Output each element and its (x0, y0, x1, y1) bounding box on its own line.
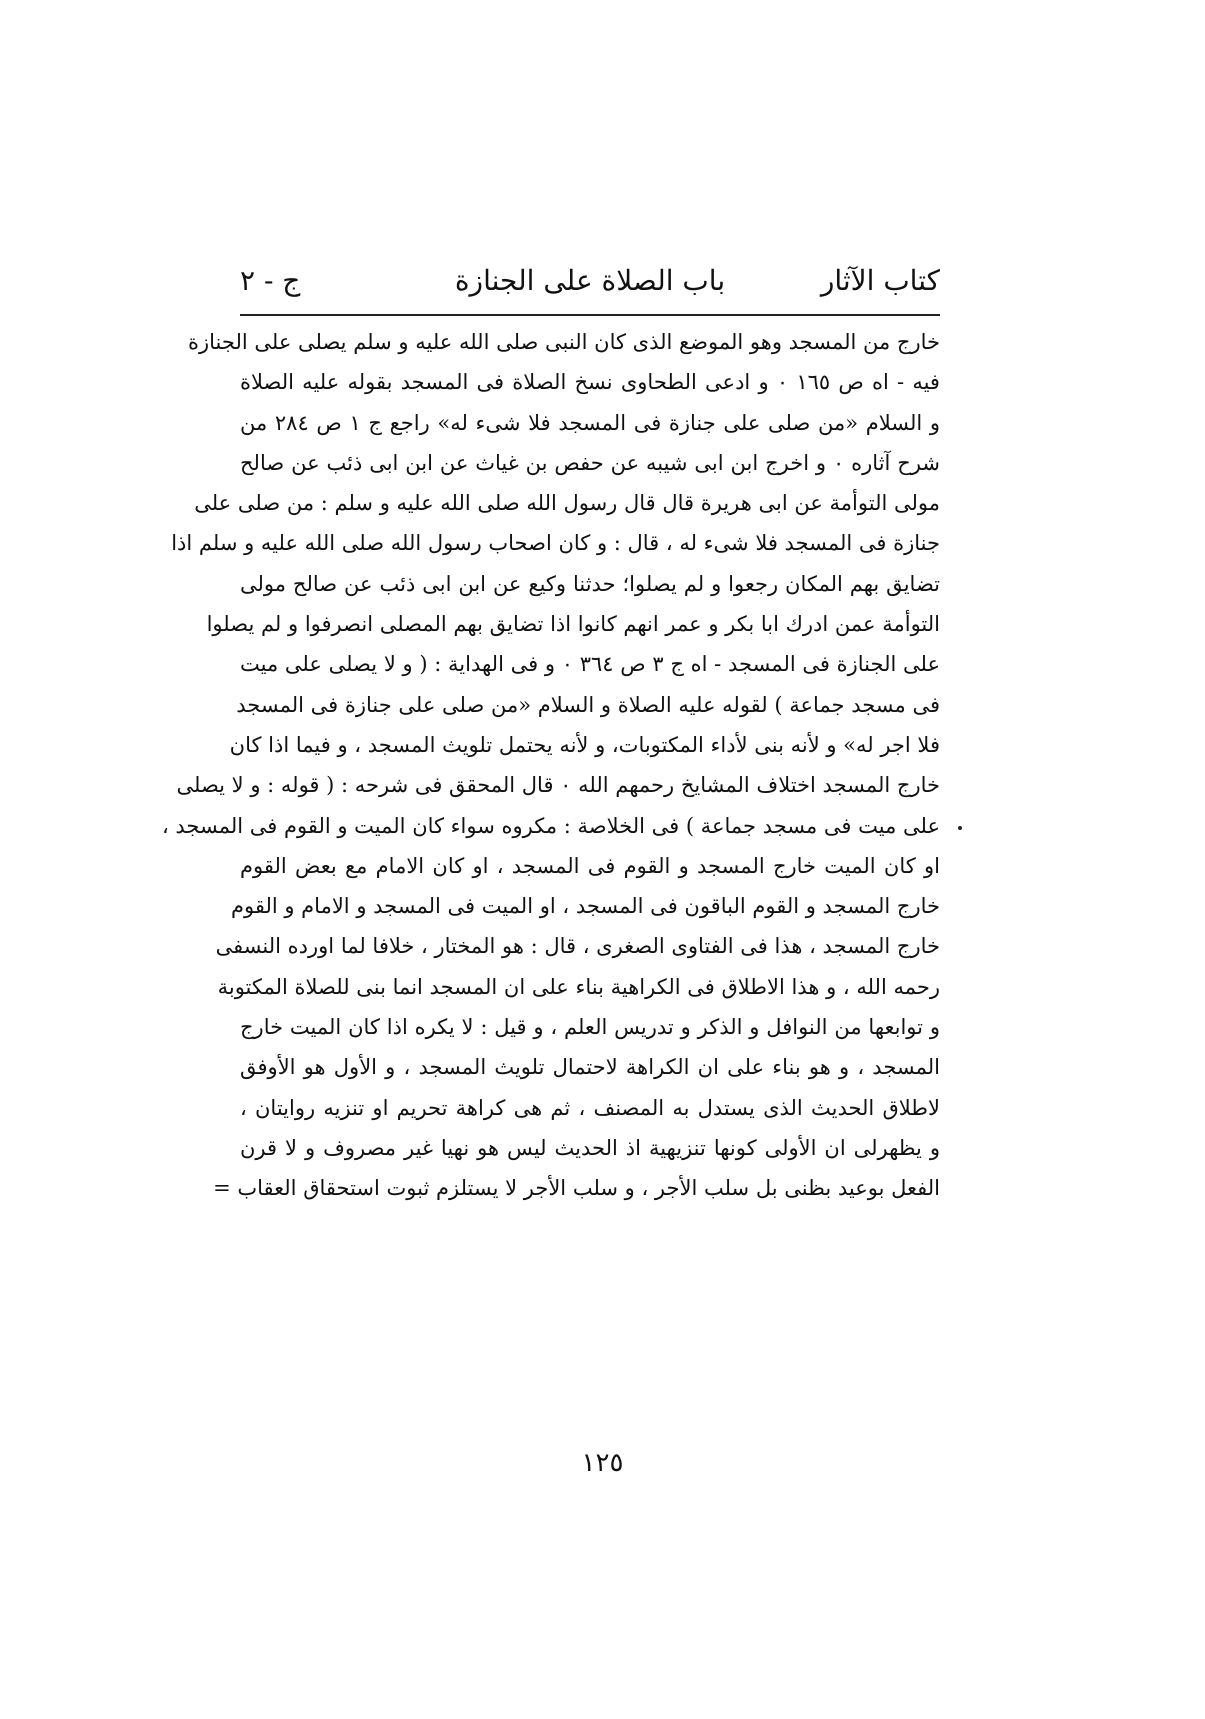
text-line: التوأمة عمن ادرك ابا بكر و عمر انهم كانوا اذا تضايق بهم المصلى انصرفوا و لم يصلوا (206, 612, 940, 637)
chapter-title: باب الصلاة على الجنازة (454, 264, 726, 297)
text-line: و توابعها من النوافل و الذكر و تدريس العلم ، و قيل : لا يكره اذا كان الميت خارج (240, 1015, 940, 1040)
text-line: او كان الميت خارج المسجد و القوم فى المسجد ، او كان الامام مع بعض القوم (240, 853, 940, 878)
header-rule (240, 314, 940, 316)
text-line: خارج من المسجد وهو الموضع الذى كان النبى صلى الله عليه و سلم يصلى على الجنازة (188, 330, 940, 354)
text-line: مولى التوأمة عن ابى هريرة قال قال رسول الله صلى الله عليه و سلم : من صلى على (194, 491, 940, 516)
text-line: رحمه الله ، و هذا الاطلاق فى الكراهية بناء على ان المسجد انما بنى للصلاة المكتوبة (217, 974, 940, 999)
volume-label: ج - ٢ (240, 264, 301, 297)
text-line: خارج المسجد و القوم الباقون فى المسجد ، او الميت فى المسجد و الامام و القوم (230, 894, 940, 919)
text-line: الفعل بوعيد بظنى بل سلب الأجر ، و سلب الأجر لا يستلزم ثبوت استحقاق العقاب = (213, 1176, 940, 1201)
page-number: ١٢٥ (581, 1448, 624, 1478)
text-line: شرح آثاره ٠ و اخرج ابن ابى شيبه عن حفص بن غياث عن ابن ابى ذئب عن صالح (240, 450, 941, 475)
text-line: على ميت فى مسجد جماعة ) فى الخلاصة : مكروه سواء كان الميت و القوم فى المسجد ، (161, 813, 940, 838)
text-line: لاطلاق الحديث الذى يستدل به المصنف ، ثم هى كراهة تحريم او تنزيه روايتان ، (240, 1095, 940, 1120)
text-line: فلا اجر له» و لأنه بنى لأداء المكتوبات، و لأنه يحتمل تلويث المسجد ، و فيما اذا كان (229, 732, 940, 757)
book-title: كتاب الآثار (820, 264, 940, 297)
text-line: المسجد ، و هو بناء على ان الكراهة لاحتمال تلويث المسجد ، و الأول هو الأوفق (240, 1055, 940, 1080)
text-line: خارج المسجد ، هذا فى الفتاوى الصغرى ، قال : هو المختار ، خلافا لما اورده النسفى (215, 934, 940, 959)
text-line: و يظهرلى ان الأولى كونها تنزيهية اذ الحديث ليس هو نهيا غير مصروف و لا قرن (240, 1135, 940, 1160)
text-line: فى مسجد جماعة ) لقوله عليه الصلاة و السلام «من صلى على جنازة فى المسجد (236, 692, 940, 717)
text-line: و السلام «من صلى على جنازة فى المسجد فلا شىء له» راجع ج ١ ص ٢٨٤ من (240, 410, 940, 435)
text-line: جنازة فى المسجد فلا شىء له ، قال : و كان اصحاب رسول الله صلى الله عليه و سلم اذا (171, 531, 940, 556)
body-text (161, 322, 941, 1209)
running-header (240, 255, 940, 307)
text-line: خارج المسجد اختلاف المشايخ رحمهم الله ٠ قال المحقق فى شرحه : ( قوله : و لا يصلى (176, 773, 940, 798)
text-line: على الجنازة فى المسجد - اه ج ٣ ص ٣٦٤ ٠ و فى الهداية : ( و لا يصلى على ميت (240, 652, 940, 677)
margin-speck (958, 826, 962, 830)
text-line: فيه - اه ص ١٦٥ ٠ و ادعى الطحاوى نسخ الصلاة فى المسجد بقوله عليه الصلاة (240, 370, 940, 395)
text-line: تضايق بهم المكان رجعوا و لم يصلوا؛ حدثنا وكيع عن ابن ابى ذئب عن صالح مولى (240, 571, 940, 596)
